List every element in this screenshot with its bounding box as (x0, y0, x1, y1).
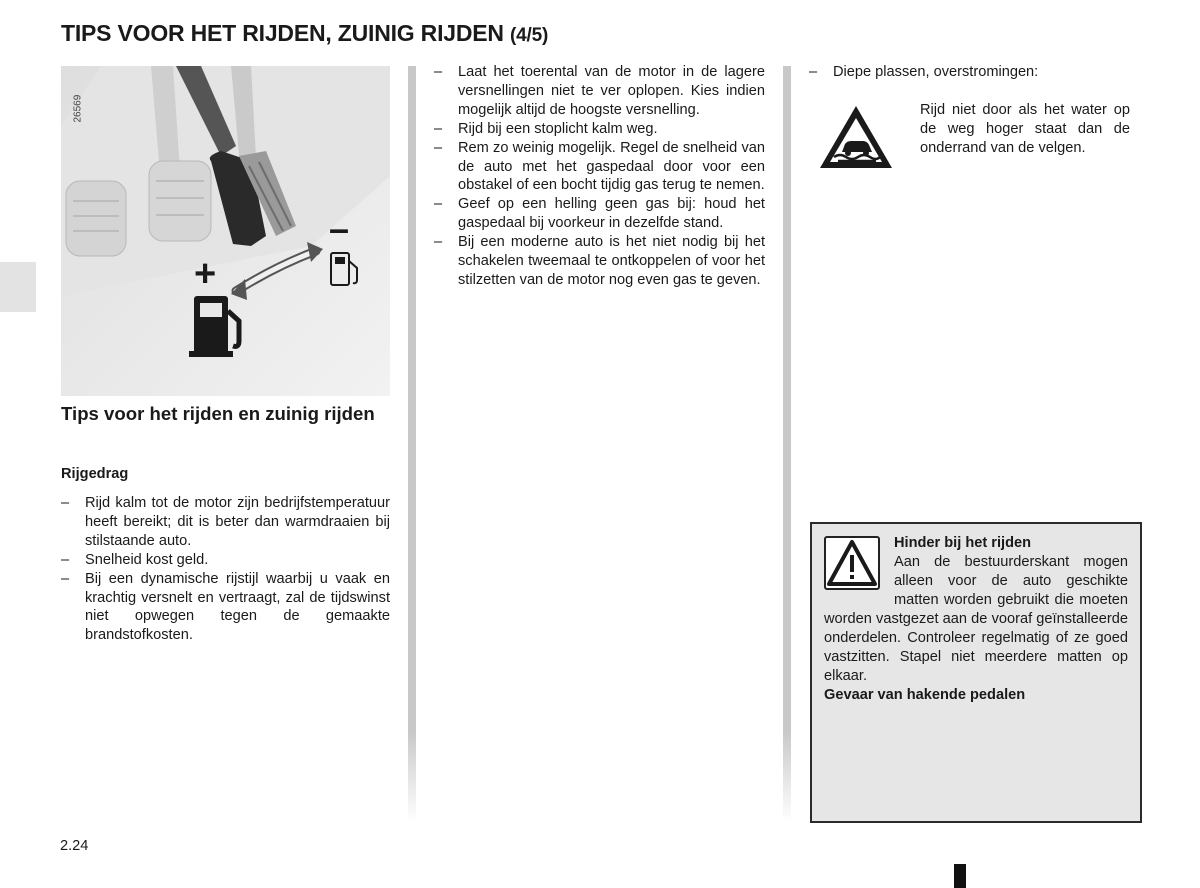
column2-list (434, 63, 765, 290)
pedal-drawing (61, 66, 390, 396)
column-divider-right (783, 66, 791, 822)
list-item: – Rijd kalm tot de motor zijn bedrijfstemperatuur heeft bereikt; dit is beter dan warmdraaien bij stilstaande auto. (61, 494, 390, 551)
page-number: 2.24 (60, 838, 89, 854)
flood-warning-icon (818, 104, 894, 170)
page-title-text: TIPS VOOR HET RIJDEN, ZUINIG RIJDEN (61, 20, 504, 46)
column3-list (809, 63, 1139, 82)
figure-number: 26569 (72, 94, 84, 123)
warning-text (824, 534, 1128, 705)
warning-title: Hinder bij het rijden (894, 535, 1032, 551)
flood-warning-text: Rijd niet door als het water op de weg hoger staat dan de onderrand van de velgen. (920, 102, 1130, 156)
page-title (61, 20, 548, 47)
list-item: – Snelheid kost geld. (61, 551, 390, 570)
subheading: Rijgedrag (61, 466, 129, 482)
list-item: – Rijd bij een stoplicht kalm weg. (434, 120, 765, 139)
list-item: – Laat het toerental van de motor in de lagere versnellingen niet te ver oplopen. Kies indien mogelijk altijd de hoogste versnelling. (434, 63, 765, 120)
list-item: – Bij een moderne auto is het niet nodig bij het schakelen tweemaal te ontkoppelen of voor het stilzetten van de motor nog even gas te geven. (434, 233, 765, 290)
column1-list (61, 494, 390, 645)
minus-sign: – (329, 208, 350, 249)
chapter-tab (0, 262, 36, 312)
list-item: – Diepe plassen, overstromingen: (809, 63, 1139, 82)
page-counter: (4/5) (510, 25, 549, 46)
warning-body: Aan de bestuurderskant mogen alleen voor de auto geschikte matten worden gebruikt die moeten worden vastgezet aan de vooraf geïnstalleerde onderdelen. Controleer regelmatig of ze goed vastzitten. Stapel niet meerdere matten op elkaar. (824, 554, 1128, 684)
plus-sign: + (194, 253, 217, 295)
list-item: – Rem zo weinig mogelijk. Regel de snelheid van de auto met het gaspedaal door voor een obstakel of een bocht tijdig gas terug te nemen. (434, 139, 765, 196)
list-item: – Geef op een helling geen gas bij: houd het gaspedaal bij voorkeur in dezelfde stand. (434, 195, 765, 233)
edge-marker (954, 864, 966, 888)
list-item: – Bij een dynamische rijstijl waarbij u vaak en krachtig versnelt en vertraagt, zal de tijdswinst niet opwegen tegen de gemaakte brandstofkosten. (61, 570, 390, 646)
clutch-pedal (66, 181, 126, 256)
warning-footer: Gevaar van hakende pedalen (824, 687, 1026, 703)
warning-box (810, 522, 1142, 823)
pedal-illustration (61, 66, 390, 396)
brake-pedal (149, 161, 211, 241)
section-heading: Tips voor het rijden en zuinig rijden (61, 403, 375, 424)
column-divider-left (408, 66, 416, 822)
